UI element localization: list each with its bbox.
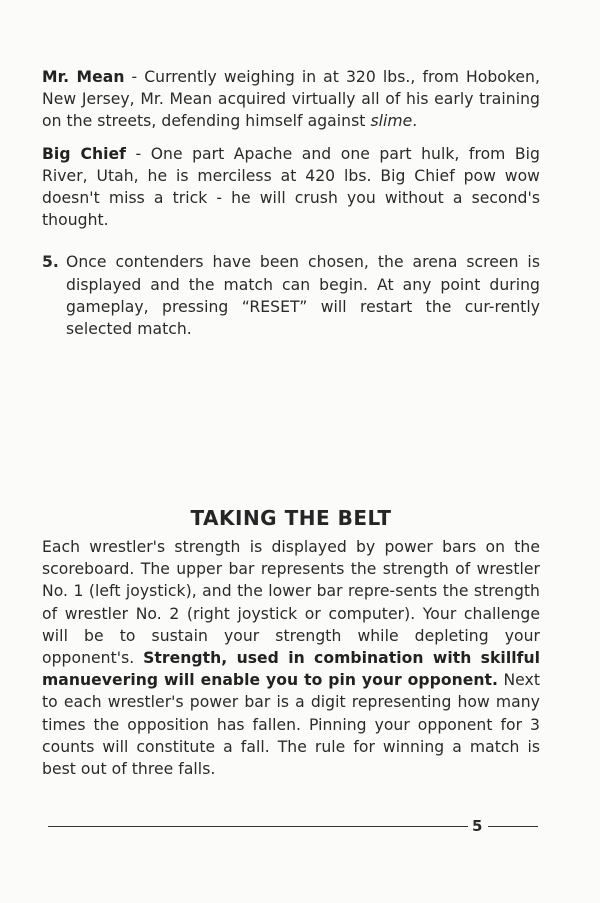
page-number: 5	[472, 817, 483, 835]
wrestler-name: Mr. Mean	[42, 68, 125, 86]
step-text: Once contenders have been chosen, the arena screen is displayed and the match can begin. At any point during gameplay, pressing “RESET” will restart the cur-rently selected match.	[66, 253, 540, 339]
bold-emphasis: Strength, used in combination with skillful manuevering will enable you to pin your opponent.	[42, 649, 540, 690]
wrestler-name: Big Chief	[42, 144, 127, 163]
italic-word: slime	[370, 112, 413, 131]
section-title: TAKING THE BELT	[190, 506, 392, 530]
footer-rule-left	[48, 826, 468, 827]
manual-page	[42, 66, 540, 779]
step-5	[42, 251, 540, 340]
bio-mr-mean: Mr. Mean - Currently weighing in at 320 lbs., from Hoboken, New Jersey, Mr. Mean acquired virtually all of his early training on the streets, defending himself against slime.	[42, 68, 540, 131]
bio-big-chief: Big Chief - One part Apache and one part hulk, from Big River, Utah, he is merciless at 420 lbs. Big Chief pow wow doesn't miss a trick - he will crush you without a second's thought.	[42, 144, 540, 230]
page-footer	[48, 816, 540, 836]
footer-rule-right	[488, 826, 538, 827]
step-number: 5.	[42, 253, 59, 272]
section-body: Each wrestler's strength is displayed by power bars on the scoreboard. The upper bar represents the strength of wrestler No. 1 (left joystick), and the lower bar repre-sents the strength of wrestler No. 2 (right joystick or computer). Your challenge will be to sustain your strength while depleting your opponent's. Strength, used in combination with skillful manuevering will enable you to pin your opponent. Next to each wrestler's power bar is a digit representing how many times the opposition has fallen. Pinning your opponent for 3 counts will constitute a fall. The rule for winning a match is best out of three falls.	[42, 538, 540, 779]
